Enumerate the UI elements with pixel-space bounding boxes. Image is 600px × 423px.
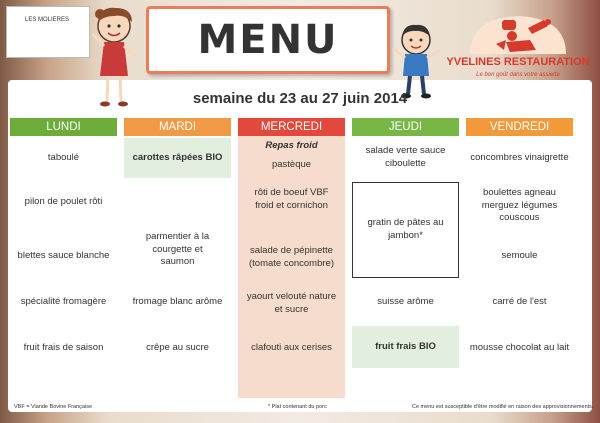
menu-item: clafouti aux cerises — [251, 341, 332, 353]
meal-type-label: Repas froid — [265, 139, 318, 151]
footer-note-pork: * Plat contenant du porc — [268, 404, 327, 410]
boy-illustration — [390, 20, 444, 100]
menu-item: concombres vinaigrette — [470, 151, 569, 163]
day-items-mercredi — [238, 136, 345, 398]
day-header-mercredi: MERCREDI — [238, 118, 345, 136]
day-column-vendredi — [466, 118, 573, 398]
menu-item: pastèque — [271, 158, 312, 170]
menu-item: carré de l'est — [492, 295, 547, 307]
menu-item: pilon de poulet rôti — [24, 195, 103, 207]
menu-title-banner — [146, 6, 390, 74]
menu-item: spécialité fromagère — [20, 295, 107, 307]
menu-item: salade verte sauce ciboulette — [365, 145, 446, 169]
day-header-vendredi: VENDREDI — [466, 118, 573, 136]
day-items-vendredi — [466, 136, 573, 398]
menu-item: salade de pépinette (tomate concombre) — [248, 245, 334, 269]
menu-title: MENU — [197, 17, 339, 63]
menu-item: parmentier à la courgette et saumon — [145, 230, 210, 268]
logo-name: YVELINES RESTAURATION — [446, 56, 590, 68]
menu-item: taboulé — [47, 151, 80, 163]
menu-item: blettes sauce blanche — [17, 249, 110, 261]
menu-item: fruit frais de saison — [23, 341, 104, 353]
menu-item: carottes râpées BIO — [124, 138, 231, 178]
footer-note-vbf: VBF = Viande Bovine Française — [14, 404, 93, 410]
menu-item: suisse arôme — [377, 295, 434, 307]
day-header-lundi: LUNDI — [10, 118, 117, 136]
menu-item: boulettes agneau merguez légumes couscous — [481, 186, 558, 224]
menu-item: mousse chocolat au lait — [469, 341, 570, 353]
chef-logo-icon — [440, 10, 596, 56]
day-column-jeudi — [352, 118, 459, 398]
week-heading: semaine du 23 au 27 juin 2014 — [192, 90, 408, 107]
day-column-mercredi — [238, 118, 345, 398]
yvelines-restauration-logo — [440, 10, 596, 94]
logo-tagline: Le bon goût dans votre assiette — [476, 72, 560, 78]
day-header-jeudi: JEUDI — [352, 118, 459, 136]
day-items-mardi — [124, 136, 231, 398]
day-items-jeudi — [352, 136, 459, 398]
day-header-mardi: MARDI — [124, 118, 231, 136]
menu-item: fruit frais BIO — [352, 326, 459, 368]
school-name: LES MOLIERES — [25, 17, 70, 23]
menu-item: semoule — [501, 249, 538, 261]
school-name-box — [6, 6, 90, 58]
menu-item: rôti de boeuf VBF froid et cornichon — [254, 187, 329, 211]
menu-item-highlighted: gratin de pâtes au jambon* — [352, 182, 459, 278]
day-column-mardi — [124, 118, 231, 398]
menu-item: crêpe au sucre — [146, 341, 209, 353]
menu-item: fromage blanc arôme — [132, 295, 223, 307]
menu-item: yaourt velouté nature et sucre — [246, 291, 337, 315]
footer-note-changes: Ce menu est susceptible d'être modifié en raison des approvisionnements. — [412, 404, 594, 410]
day-column-lundi — [10, 118, 117, 398]
day-items-lundi — [10, 136, 117, 398]
